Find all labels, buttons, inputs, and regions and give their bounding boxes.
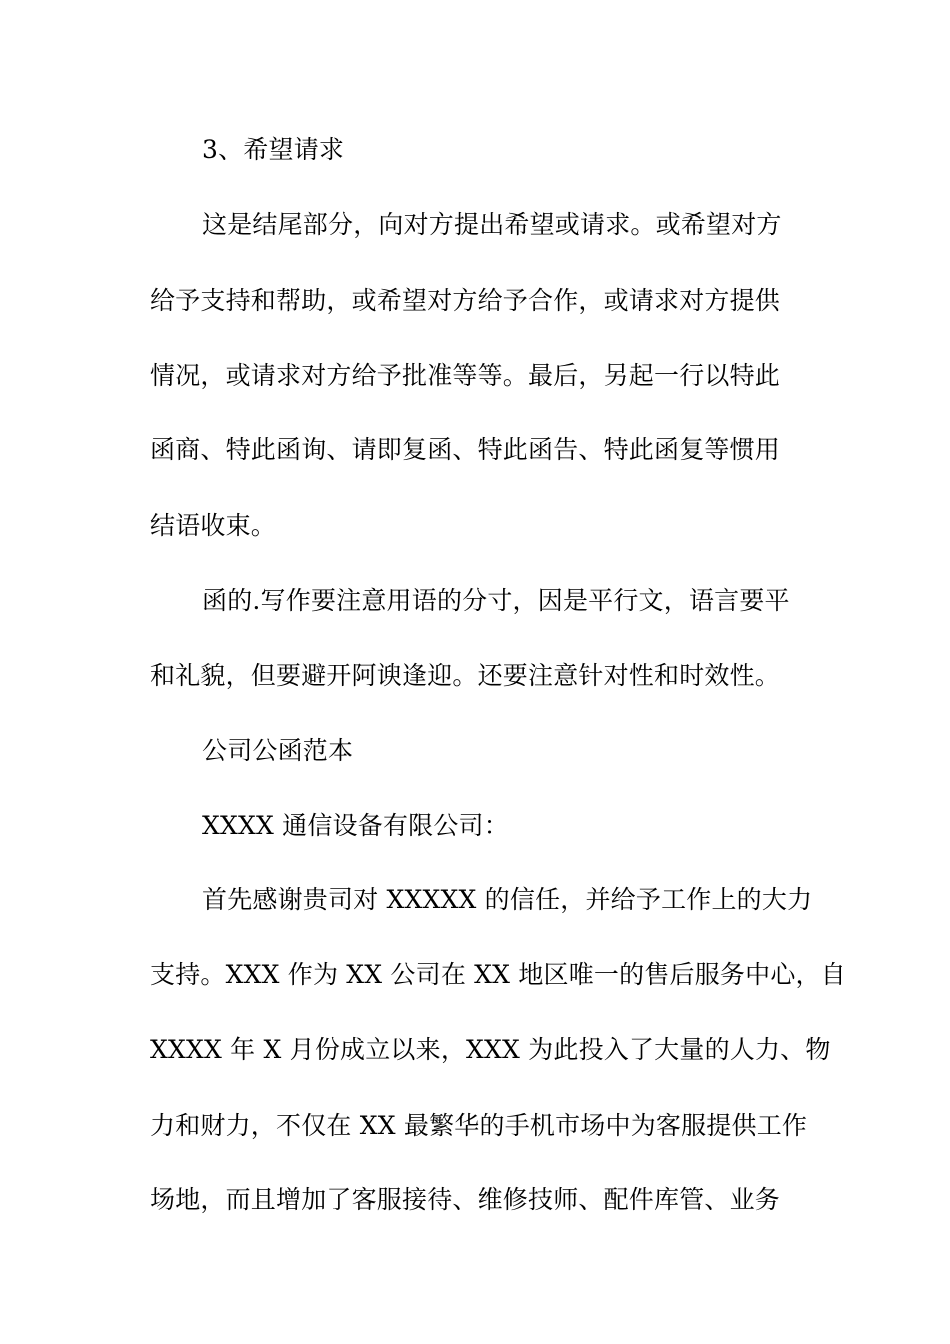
paragraph-line: XXXX 年 X 月份成立以来，XXX 为此投入了大量的人力、物: [150, 1035, 831, 1064]
paragraph-line: 结语收束。: [150, 511, 277, 540]
letter-recipient: XXXX 通信设备有限公司：: [202, 811, 509, 840]
paragraph-line: 函商、特此函询、请即复函、特此函告、特此函复等惯用: [150, 435, 781, 464]
paragraph-line: 和礼貌，但要避开阿谀逢迎。还要注意针对性和时效性。: [150, 661, 781, 690]
paragraph-line: 函的.写作要注意用语的分寸，因是平行文，语言要平: [202, 586, 790, 615]
paragraph-line: 支持。XXX 作为 XX 公司在 XX 地区唯一的售后服务中心，自: [150, 960, 846, 989]
sample-letter-title: 公司公函范本: [202, 736, 354, 765]
paragraph-line: 这是结尾部分，向对方提出希望或请求。或希望对方: [202, 210, 782, 239]
paragraph-line: 力和财力，不仅在 XX 最繁华的手机市场中为客服提供工作: [150, 1111, 808, 1140]
paragraph-line: 情况，或请求对方给予批准等等。最后，另起一行以特此: [150, 361, 781, 390]
paragraph-line: 给予支持和帮助，或希望对方给予合作，或请求对方提供: [150, 286, 781, 315]
paragraph-line: 场地，而且增加了客服接待、维修技师、配件库管、业务: [150, 1185, 781, 1214]
section-heading-hope-request: 3、希望请求: [202, 135, 345, 164]
paragraph-line: 首先感谢贵司对 XXXXX 的信任，并给予工作上的大力: [202, 885, 813, 914]
